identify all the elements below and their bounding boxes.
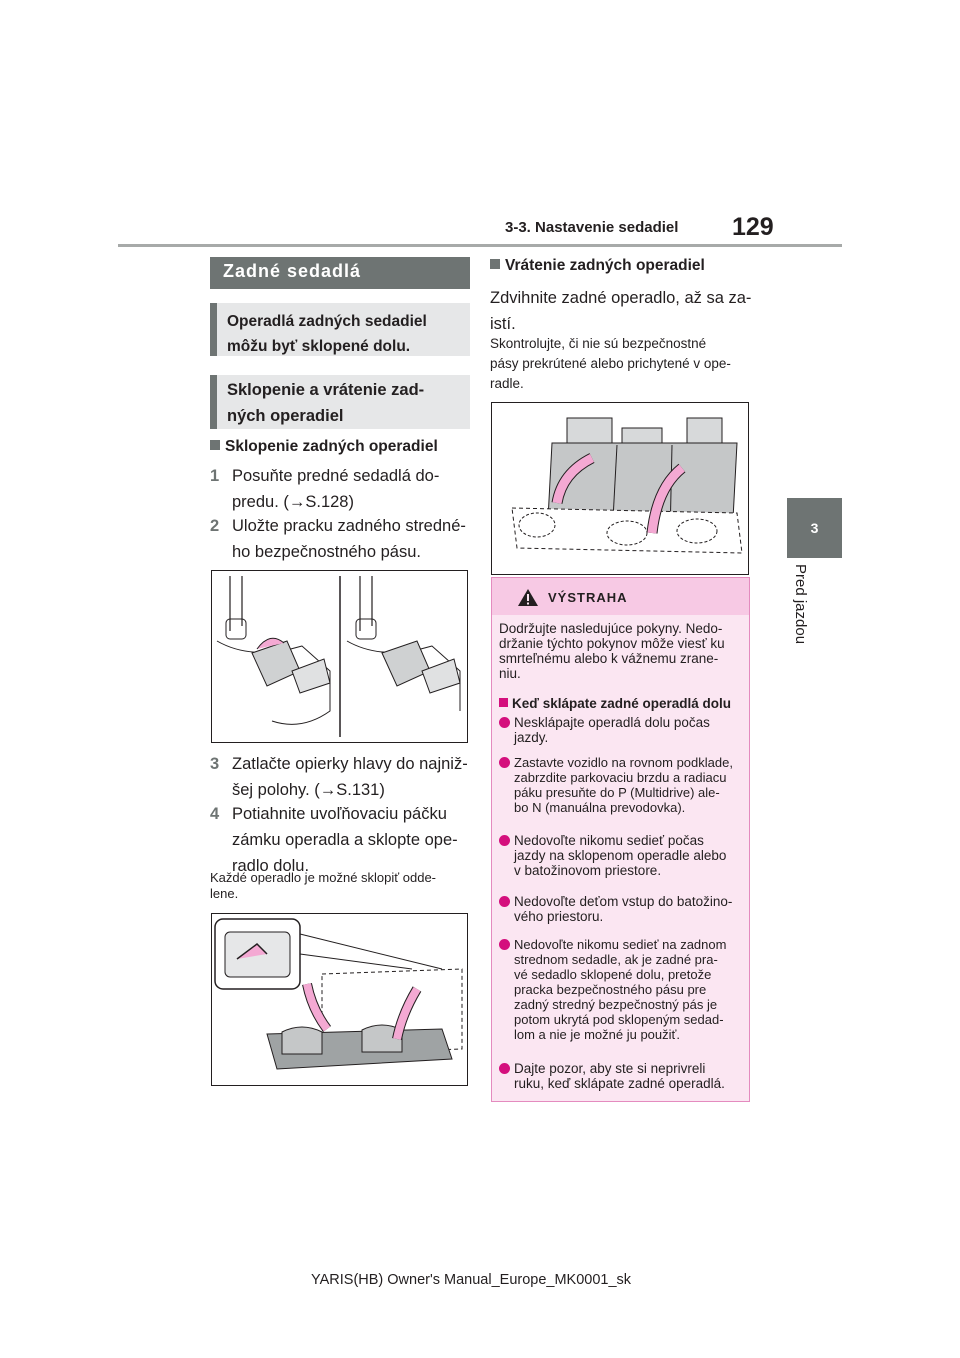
subtitle-text: Sklopenie a vrátenie zad-ných operadiel (227, 381, 425, 425)
page-number: 129 (732, 213, 774, 241)
return-instruction: Zdvihnite zadné operadlo, až sa za- istí. (490, 289, 752, 333)
buckle-illustration (211, 570, 468, 743)
bullet-dot-icon (499, 1063, 510, 1074)
step-3: 3 Zatlačte opierky hlavy do najniž- šej polohy. (→S.131) (210, 755, 468, 799)
warning-header (492, 578, 749, 615)
footer-text: YARIS(HB) Owner's Manual_Europe_MK0001_sk (311, 1272, 632, 1288)
warning-intro: Dodržujte nasledujúce pokyny. Nedo- držanie týchto pokynov môže viesť ku smrteľnému alebo k vážnemu zrane- niu. (499, 621, 725, 681)
chapter-label: Pred jazdou (792, 564, 809, 645)
warning-box: VÝSTRAHA Dodržujte nasledujúce pokyny. Nedo- držanie týchto pokynov môže viesť ku smrteľnému alebo k vážnemu zrane- niu. Keď sklápate zadné operadlá dolu Nesklápajte operadlá dolu počas jazdy. Zastavte vozidlo na rovnom podklade, zabrzdite parkovaciu brzdu a radiacu páku presuňte do P (Multidrive) ale- bo N (manuálna prevodovka). Nedovoľte nikomu sedieť počas jazdy na sklopenom operadle alebo v batožinovom priestore. Nedovoľte deťom vstup do batožino- vého priestoru. Nedovoľte nikomu sedieť na zadnom strednom sedadle, ak je zadné pra- vé sedadlo sklopené dolu, pretože pracka bezpečnostného pásu pre zadný stredný bezpečnostný pás je potom ukrytá pod sklopeným sedad- lom a nie je možné ju použiť. Dajte pozor, aby ste si neprivreli ruku, keď sklápate zadné operadlá. (491, 577, 750, 1102)
return-heading: Vrátenie zadných operadiel (490, 257, 705, 275)
chapter-tab: 3 (787, 498, 842, 558)
fold-drawing (212, 914, 467, 1085)
pink-square-icon (499, 698, 508, 707)
return-check-note: Skontrolujte, či nie sú bezpečnostné pásy prekrútené alebo prichytené v ope- radle. (490, 336, 731, 391)
fold-heading: Sklopenie zadných operadiel (210, 438, 438, 456)
warning-title: VÝSTRAHA (548, 590, 628, 605)
bullet-dot-icon (499, 717, 510, 728)
section-title: Zadné sedadlá (223, 261, 362, 281)
bullet-dot-icon (499, 835, 510, 846)
subtitle-box (210, 375, 470, 429)
square-bullet-icon (210, 440, 220, 450)
step-1: 1 Posuňte predné sedadlá do- predu. (→S.128) (210, 467, 440, 511)
fold-note: Každé operadlo je možné sklopiť odde- lene. (210, 870, 437, 901)
section-title-box (210, 257, 470, 289)
bullet-dot-icon (499, 939, 510, 950)
intro-box (210, 303, 470, 356)
return-illustration (491, 402, 749, 575)
section-header: 3-3. Nastavenie sedadiel (505, 219, 679, 236)
fold-illustration (211, 913, 468, 1086)
bullet-dot-icon (499, 896, 510, 907)
bullet-dot-icon (499, 757, 510, 768)
intro-text: Operadlá zadných sedadiel môžu byť sklopené dolu. (227, 313, 427, 355)
step-4: 4 Potiahnite uvoľňovaciu páčku zámku operadla a sklopte ope- radlo dolu. (210, 805, 458, 875)
warning-triangle-icon (517, 588, 539, 607)
square-bullet-icon (490, 259, 500, 269)
step-2: 2 Uložte pracku zadného stredné- ho bezpečnostného pásu. (210, 517, 466, 561)
header-rule (118, 244, 842, 247)
buckle-drawing (212, 571, 467, 742)
return-drawing (492, 403, 748, 574)
warning-subheading: Keď sklápate zadné operadlá dolu (499, 696, 731, 711)
